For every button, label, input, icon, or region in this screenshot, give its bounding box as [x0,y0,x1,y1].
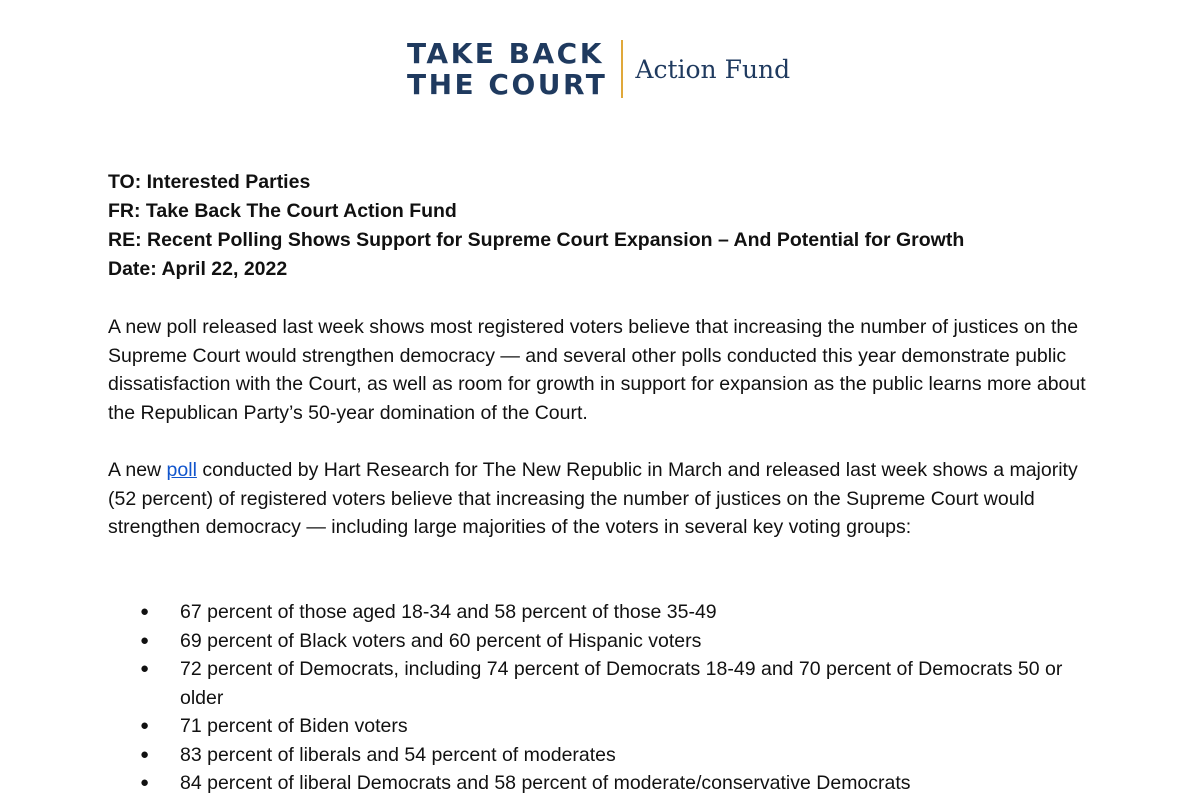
list-item-text: 67 percent of those aged 18-34 and 58 percent of those 35-49 [180,601,717,623]
list-item [140,655,1100,712]
list-item [140,741,1100,770]
memo-re: RE: Recent Polling Shows Support for Supreme Court Expansion – And Potential for Growth [108,229,965,251]
intro-paragraph-text: A new poll released last week shows most registered voters believe that increasing the number of justices on the Supreme Court would strengthen democracy — and several other polls conducted this year demonstrate public dissatisfaction with the Court, as well as room for growth in support for expansion as the public learns more about the Republican Party’s 50-year domination of the Court. [108,316,1086,424]
list-item [140,712,1100,741]
logo-line-2: THE COURT [407,68,608,101]
logo-divider [621,40,623,98]
list-item-text: 69 percent of Black voters and 60 percent of Hispanic voters [180,629,702,652]
list-item [140,769,1100,798]
memo-from: FR: Take Back The Court Action Fund [108,200,457,222]
memo-to: TO: Interested Parties [108,171,311,193]
bullet-icon: ● [140,717,150,734]
poll-paragraph [108,456,1108,542]
list-item-text: 83 percent of liberals and 54 percent of moderates [180,743,616,766]
list-item-text: 71 percent of Biden voters [180,715,408,737]
logo [407,38,790,100]
logo-line-1: TAKE BACK [407,37,604,70]
list-item-text: 72 percent of Democrats, including 74 percent of Democrats 18-49 and 70 percent of Democrats 50 or older [180,658,1063,709]
list-item [140,627,1100,656]
intro-paragraph [108,313,1108,427]
poll-paragraph-text [108,456,1108,542]
logo-wordmark [407,38,607,100]
bullet-icon: ● [140,745,150,763]
bullet-icon: ● [140,660,150,677]
poll-paragraph-before: A new [108,459,167,481]
poll-link[interactable]: poll [166,459,197,481]
voting-groups-list [140,598,1100,798]
logo-subtitle: Action Fund [635,54,791,84]
bullet-icon: ● [140,603,150,620]
bullet-icon: ● [140,631,150,649]
list-item [140,598,1100,627]
list-item-text: 84 percent of liberal Democrats and 58 percent of moderate/conservative Democrats [180,772,911,794]
memo-header [108,168,964,284]
poll-paragraph-after: conducted by Hart Research for The New Republic in March and released last week shows a majority (52 percent) of registered voters believe that increasing the number of justices on the Supreme Court would strengthen democracy — including large majorities of the voters in several key voting groups: [108,459,1078,538]
memo-date: Date: April 22, 2022 [108,258,288,280]
bullet-icon: ● [140,774,150,791]
